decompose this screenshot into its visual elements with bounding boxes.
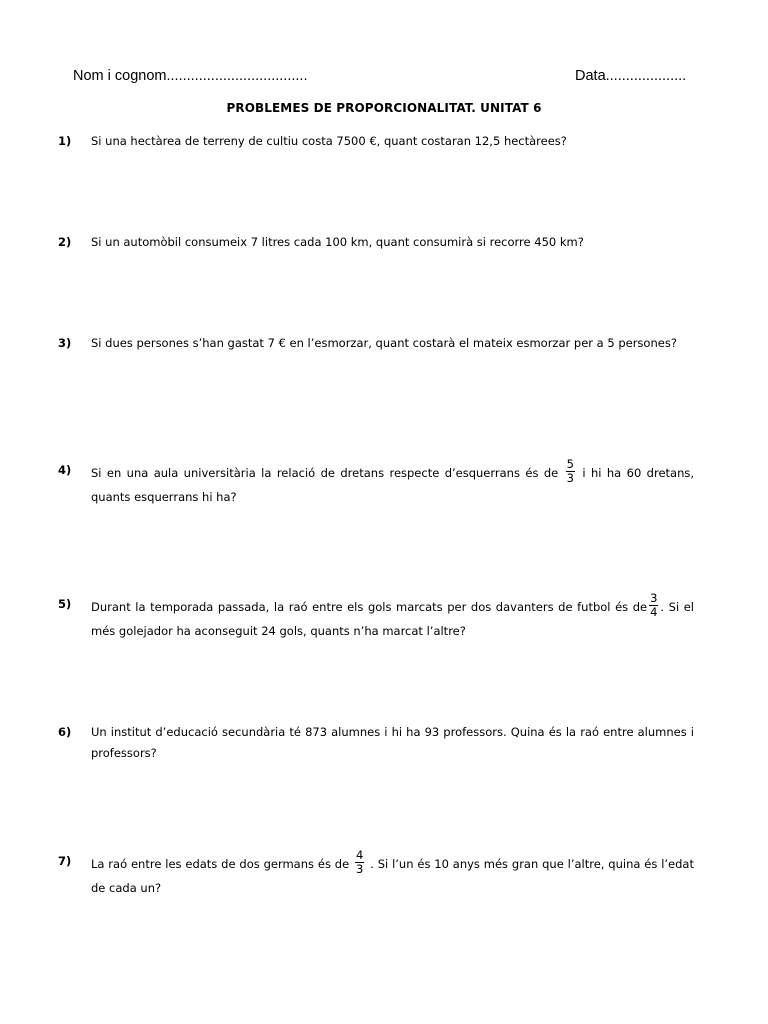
problem-text: [91, 457, 695, 508]
problem-6: [58, 722, 694, 764]
problem-text-part-b: i hi ha 60 dretans, quants esquerrans hi ha?: [91, 466, 695, 504]
worksheet-title: PROBLEMES DE PROPORCIONALITAT. UNITAT 6: [226, 101, 542, 115]
name-field-label: Nom i cognom...................................: [73, 68, 308, 84]
problem-text: Si una hectàrea de terreny de cultiu costa 7500 €, quant costaran 12,5 hectàrees?: [91, 134, 567, 148]
fraction-numerator: 5: [566, 457, 574, 471]
fraction: [649, 592, 658, 619]
problem-text: Un institut d’educació secundària té 873 alumnes i hi ha 93 professors. Quina és la raó entre alumnes i professors?: [91, 725, 694, 760]
fraction-denominator: 3: [566, 471, 574, 485]
fraction-numerator: 4: [356, 848, 364, 862]
problem-text-part-a: Si en una aula universitària la relació de dretans respecte d’esquerrans és de: [91, 466, 559, 480]
problem-number: 6): [58, 725, 72, 739]
problem-number: 5): [58, 597, 72, 611]
problem-7: [58, 848, 694, 899]
problem-number: 2): [58, 235, 72, 249]
problem-number: 1): [58, 134, 72, 148]
problem-3: [58, 333, 694, 354]
fraction-denominator: 3: [356, 862, 364, 876]
problem-number: 4): [58, 463, 72, 477]
fraction: [355, 849, 364, 876]
problem-text: [91, 848, 694, 899]
fraction-numerator: 3: [650, 591, 658, 605]
problem-text: [91, 591, 694, 642]
fraction: [566, 458, 575, 485]
problem-4: [58, 457, 695, 508]
problem-5: [58, 591, 694, 642]
problem-2: [58, 232, 694, 253]
problem-number: 7): [58, 854, 72, 868]
problem-text: Si dues persones s’han gastat 7 € en l’esmorzar, quant costarà el mateix esmorzar per a 5 persones?: [91, 336, 677, 350]
problem-text-part-b: . Si el més golejador ha aconseguit 24 gols, quants n’ha marcat l’altre?: [91, 600, 694, 638]
problem-text-part-a: Durant la temporada passada, la raó entre els gols marcats per dos davanters de futbol és de: [91, 600, 648, 614]
problem-text-part-a: La raó entre les edats de dos germans és de: [91, 857, 350, 871]
problem-text: Si un automòbil consumeix 7 litres cada 100 km, quant consumirà si recorre 450 km?: [91, 235, 584, 249]
fraction-denominator: 4: [650, 605, 658, 619]
date-field-label: Data....................: [575, 68, 687, 84]
problem-1: [58, 131, 694, 152]
problem-number: 3): [58, 336, 72, 350]
problem-text-part-b: . Si l’un és 10 anys més gran que l’altre, quina és l’edat de cada un?: [91, 857, 694, 895]
